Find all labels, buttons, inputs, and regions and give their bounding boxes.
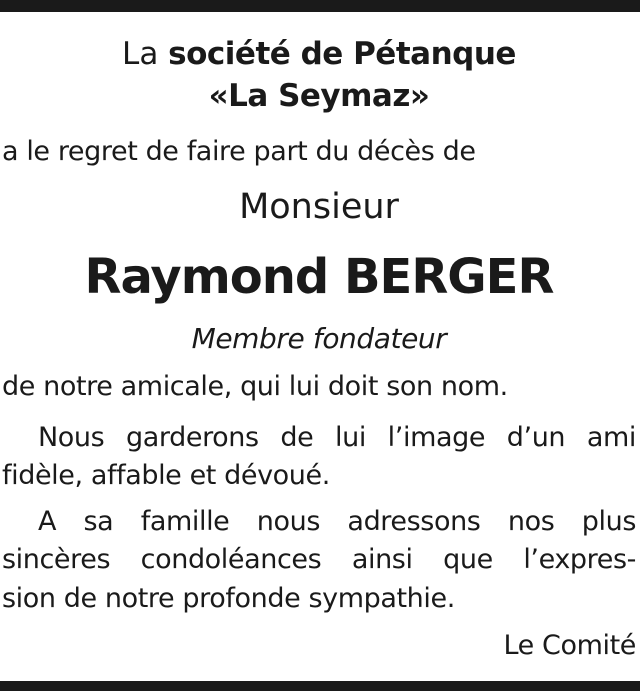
announcement-header-line1: [2, 34, 636, 74]
signature: Le Comité: [503, 630, 636, 661]
header-prefix: La: [122, 36, 169, 72]
intro-text: a le regret de faire part du décès de: [2, 136, 476, 167]
body-line-2: Nous garderons de lui l’image d’un ami: [38, 422, 636, 453]
body-line-6: sion de notre profonde sympathie.: [2, 583, 455, 614]
deceased-name: Raymond BERGER: [84, 249, 554, 305]
civility-title: Monsieur: [239, 187, 399, 227]
body-line-3: fidèle, affable et dévoué.: [2, 460, 330, 491]
top-border-rule: [0, 0, 640, 12]
bottom-border-rule: [0, 681, 640, 691]
society-name: société de Pétanque: [168, 36, 516, 72]
body-line-5: sincères condoléances ainsi que l’expres-: [2, 544, 636, 575]
club-name: «La Seymaz»: [208, 78, 430, 114]
body-line-4: A sa famille nous adressons nos plus: [38, 506, 636, 537]
body-line-1: de notre amicale, qui lui doit son nom.: [2, 371, 508, 402]
deceased-role: Membre fondateur: [191, 322, 447, 355]
announcement-header-line2: [2, 76, 636, 116]
